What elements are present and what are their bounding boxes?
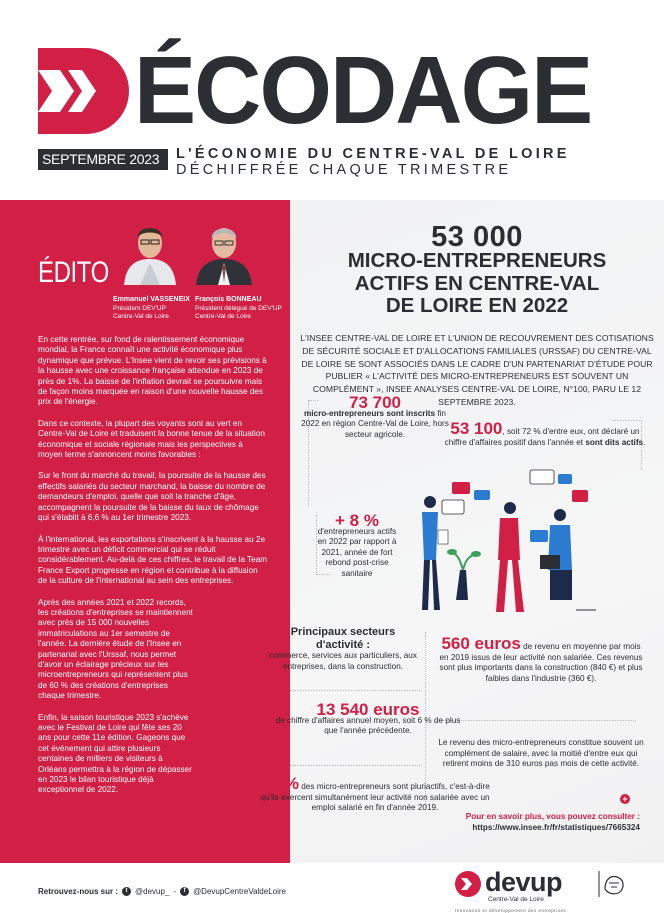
stat-value: 53 100: [450, 419, 503, 438]
stat-registered: [300, 393, 450, 440]
stat-text: Le revenu des micro-entrepreneurs constitue souvent un complément de salaire, avec la moitié d'entre eux qui retirent moins de 310 euros pas mois de cette activité.: [438, 738, 644, 769]
brand-logo: [38, 37, 605, 144]
stat-complement: [436, 738, 646, 770]
signatory-role: Président délégué de DEV'UP: [195, 304, 282, 312]
edito-paragraph: Dans ce contexte, la plupart des voyants sont au vert en Centre-Val de Loire et traduisent la bonne tenue de la situation économique et sociale régionale mais les perspectives à moyen terme s'annoncent moins favorables :: [38, 418, 265, 460]
stat-active: [440, 419, 650, 448]
stat-value: 73 700: [349, 393, 401, 412]
edito-paragraph: Après des années 2021 et 2022 records, les créations d'entreprises se maintiennent avec près de 15 000 nouvelles immatriculations au 1er semestre de l'année. La dernière étude de l'Insee en partenariat avec l'Urssaf, nous permet d'avoir un éclairage précieux sur les microentrepreneurs qui représentent plus de 60 % des créations d'entreprises chaque trimestre.: [38, 597, 193, 701]
more-info: [450, 812, 640, 833]
portrait-bonneau: [192, 213, 256, 285]
feature-intro: L'INSEE CENTRE-VAL DE LOIRE ET L'UNION DE RECOUVREMENT DES COTISATIONS DE SÉCURITÉ SOCIALE ET D'ALLOCATIONS FAMILIALES (URSSAF) DU CENTRE-VAL DE LOIRE SE SONT ASSOCIÉS DANS LE CADRE D'UN PARTENARIAT D'ÉTUDE POUR PUBLIER « L'ACTIVITÉ DES MICRO-ENTREPRENEURS EST SOUVENT UN COMPLÉMENT », INSEE ANALYSES CENTRE-VAL DE LOIRE, N°100, PARU LE 12 SEPTEMBRE 2023.: [300, 333, 654, 407]
signatory-role: Centre-Val de Loire: [113, 313, 169, 320]
devup-mark-icon: [455, 871, 481, 897]
dotted-divider: [290, 690, 420, 691]
devup-logo: [455, 863, 627, 911]
social-footer: Retrouvez-nous sur : t @devup_ - f @DevupCentreValdeLoire: [38, 887, 286, 896]
feature-number: 53 000: [431, 221, 523, 253]
logo-text: ÉCODAGE: [134, 37, 592, 144]
edito-paragraph: À l'international, les exportations s'inscrivent à la hausse au 2e trimestre avec un déficit commercial qui se réduit considérablement. Au-delà de ces chiffres, le travail de la Team France Export progresse en région et contribue à la diffusion de la culture de l'international au sein des entreprises.: [38, 534, 268, 586]
stat-value: 13 540 euros: [316, 700, 420, 719]
stat-text: commerce, services aux particuliers, aux entreprises, dans la construction.: [269, 651, 417, 671]
tagline-line2: DÉCHIFFRÉE CHAQUE TRIMESTRE: [176, 162, 512, 178]
feature-title: [290, 250, 664, 318]
region-emblem-icon: [597, 869, 627, 899]
stat-text: .: [643, 437, 646, 447]
edito-body: [38, 335, 268, 807]
signatory-name: Emmanuel VASSENEIX: [113, 296, 190, 303]
edito-paragraph: En cette rentrée, sur fond de ralentissement économique mondial, la France connaît une activité économique plus dynamique que prévue. L'Insee vient de revoir ses prévisions à la hausse avec une croissance française attendue en 2023 de près de 1%. La baisse de l'inflation devrait se poursuivre mais de façon moins marquée en raison d'une nouvelle hausse des prix de l'énergie.: [38, 335, 267, 407]
plus-icon: +: [620, 794, 630, 804]
stat-text: de revenu en moyenne par mois en 2019 issus de leur activité non salariée. Ces revenus sont plus importants dans la construction (840 €) et plus faibles dans l'industrie (360 €).: [439, 642, 643, 683]
edito-title: ÉDITO: [38, 256, 109, 289]
signatory-1: [113, 296, 190, 322]
twitter-icon: t: [122, 887, 131, 896]
edito-paragraph: Sur le front du marché du travail, la poursuite de la hausse des effectifs salariés du secteur marchand, la baisse du nombre de demandeurs d'emploi, quelle que soit la tranche d'âge, accompagnent la poursuite de la baisse du taux de chômage qui s'établit à 6,6 % au 1er trimestre 2023.: [38, 471, 266, 523]
stat-bold: micro-entrepreneurs sont inscrits: [304, 408, 436, 418]
facebook-handle[interactable]: @DevupCentreValdeLoire: [193, 887, 286, 896]
stat-text: , soit 72 % d'entre eux, ont déclaré un chiffre d'affaires positif dans l'année et: [444, 427, 640, 447]
signatory-name: François BONNEAU: [195, 296, 262, 303]
feature-title-line: DE LOIRE EN 2022: [385, 294, 569, 317]
stat-income: [436, 634, 646, 684]
facebook-icon: f: [180, 887, 189, 896]
stat-title: Principaux secteurs d'activité :: [290, 626, 396, 651]
portrait-vasseneix: [118, 213, 182, 285]
stat-sectors: [268, 626, 418, 672]
more-info-lead: Pour en savoir plus, vous pouvez consulter :: [465, 812, 640, 821]
stat-revenue: [268, 700, 468, 737]
stat-pluriactive: [250, 774, 500, 814]
logo-d-arrow-icon: [38, 48, 134, 134]
stat-text: fin 2022 en région Centre-Val de Loire, hors secteur agricole.: [301, 408, 449, 439]
twitter-handle[interactable]: @devup_: [135, 887, 170, 896]
feature-title-line: ACTIFS EN CENTRE-VAL: [354, 271, 600, 295]
signatory-2: [195, 296, 282, 322]
tagline-line1: L'ÉCONOMIE DU CENTRE-VAL DE LOIRE: [176, 146, 570, 162]
stat-text: d'entrepreneurs actifs en 2022 par rapport à 2021, année de fort rebond post-crise sanitaire: [317, 526, 397, 578]
follow-label: Retrouvez-nous sur :: [38, 887, 119, 896]
stat-value: 560 euros: [441, 634, 521, 653]
stat-text: de chiffre d'affaires annuel moyen, soit 6 % de plus que l'année précédente.: [275, 715, 461, 736]
more-info-link[interactable]: https://www.insee.fr/fr/statistiques/7665324: [472, 822, 640, 832]
stat-text: des micro-entrepreneurs sont pluriactifs, c'est-à-dire qu'ils exercent simultanément leur activité non salariée avec un emploi salarié en fin d'année 2019.: [260, 782, 490, 813]
issue-badge: SEPTEMBRE 2023 #70: [38, 149, 168, 170]
dotted-divider: [290, 765, 420, 766]
stat-value: 29 %: [260, 774, 299, 793]
stat-growth: [277, 511, 437, 580]
stat-bold: sont dits actifs: [585, 437, 644, 447]
devup-baseline: Innovation et développement des entreprises: [455, 908, 567, 913]
stat-value: + 8 %: [335, 511, 379, 530]
edito-paragraph: Enfin, la saison touristique 2023 s'achève avec le Festival de Loire qui fête ses 20 ans pour cette 11e édition. Gageons que cet événement qui attire plusieurs centaines de milliers de visiteurs à Orléans permettra à la région de dépasser en 2023 le bilan touristique déjà exceptionnel de 2022.: [38, 712, 192, 795]
devup-region: Centre-Val de Loire: [488, 896, 544, 903]
signatory-role: Centre-Val de Loire: [195, 313, 251, 320]
devup-wordmark: devup: [485, 867, 563, 897]
signatory-role: Président DEV'UP: [113, 304, 166, 312]
feature-title-line: MICRO-ENTREPRENEURS: [347, 249, 607, 272]
